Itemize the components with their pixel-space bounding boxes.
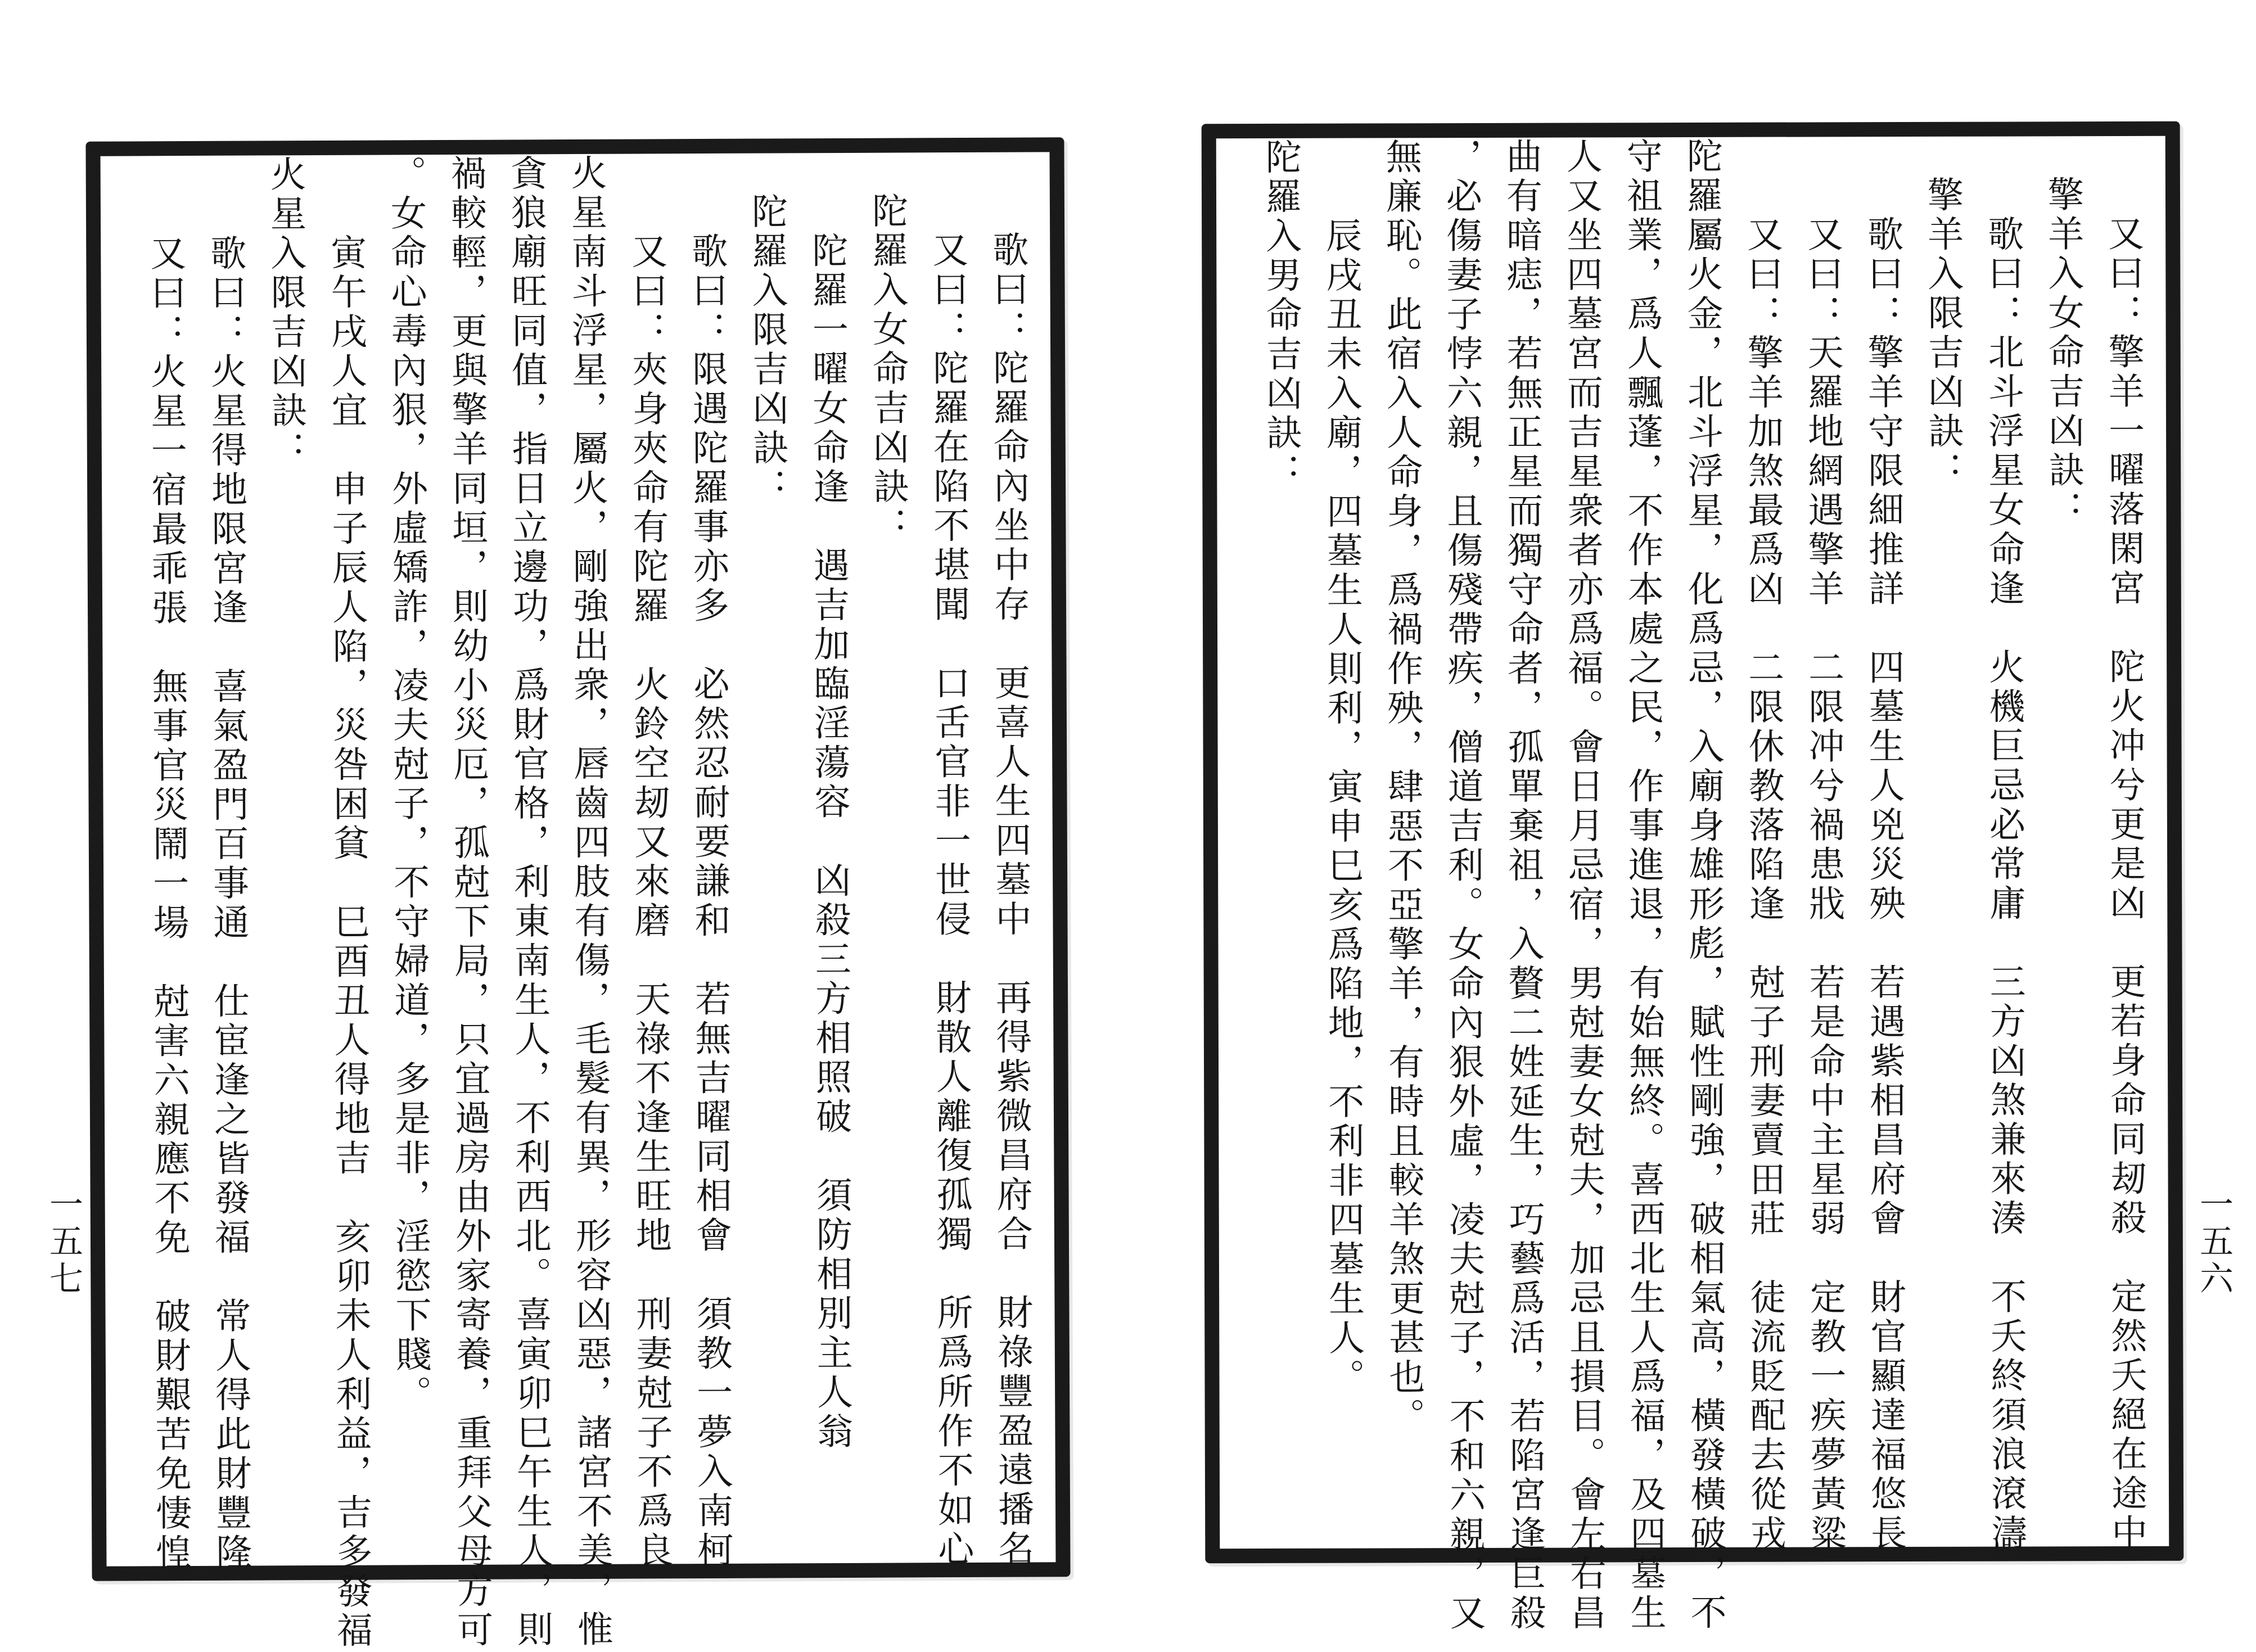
- left-col-3: 陀羅入女命吉凶訣：: [865, 152, 909, 547]
- right-col-12: ，必傷妻子悖六親，且傷殘帶疾，僧道吉利。女命內狠外虛，凌夫尅子，不和六親，又: [1440, 137, 1486, 1634]
- left-col-12: 寅午戌人宜 申子辰人陷，災咎困貧 巳酉丑人得地吉 亥卯未人利益，吉多發福: [324, 155, 373, 1651]
- right-page-number: 一五六: [2194, 1186, 2234, 1298]
- right-col-10: 人又坐四墓宮而吉星衆者亦爲福。會日月忌宿，男尅妻女尅夫，加忌且損目。會左右昌: [1560, 137, 1606, 1633]
- right-col-3: 歌曰：北斗浮星女命逢 火機巨忌必常庸 三方凶煞兼來湊 不夭終須浪滾濤: [1981, 136, 2027, 1554]
- right-col-14: 辰戌丑未入廟，四墓生人則利，寅申巳亥爲陷地，不利非四墓生人。: [1319, 138, 1365, 1398]
- left-col-4: 陀羅一曜女命逢 遇吉加臨淫蕩容 凶殺三方相照破 須防相別主人翁: [805, 152, 853, 1452]
- right-col-9: 守祖業，爲人飄蓬，不作本處之民，作事進退，有始無終。喜西北生人爲福，及四墓生: [1620, 137, 1666, 1633]
- left-col-7: 又曰：夾身夾命有陀羅 火鈴空刼又來磨 天祿不逢生旺地 刑妻尅子不爲良: [625, 154, 673, 1571]
- left-col-5: 陀羅入限吉凶訣：: [745, 153, 789, 508]
- left-col-1: 歌曰：陀羅命內坐中存 更喜人生四墓中 再得紫微昌府合 財祿豐盈遠播名: [986, 152, 1034, 1569]
- right-col-2: 擎羊入女命吉凶訣：: [2041, 136, 2084, 530]
- left-col-10: 禍較輕，更與擎羊同垣，則幼小災厄，孤尅下局，只宜過房由外家寄養，重拜父母方可: [444, 154, 493, 1650]
- right-col-5: 歌曰：擎羊守限細推詳 四墓生人兇災殃 若遇紫相昌府會 財官顯達福悠長: [1861, 137, 1907, 1554]
- left-col-9: 貪狼廟旺同值，指日立邊功，爲財官格，利東南生人，不利西北。喜寅卯巳午生人，則: [504, 154, 553, 1650]
- left-col-14: 歌曰：火星得地限宮逢 喜氣盈門百事通 仕宦逢之皆發福 常人得此財豐隆: [204, 155, 252, 1573]
- left-col-8: 火星南斗浮星，屬火，剛強出衆，唇齒四肢有傷，毛髮有異，形容凶惡，諸宮不美，惟: [565, 154, 613, 1650]
- right-col-7: 又曰：擎羊加煞最爲凶 二限休教落陷逢 尅子刑妻賣田莊 徒流貶配去從戎: [1740, 137, 1786, 1554]
- right-col-1: 又曰：擎羊一曜落閑宮 陀火冲兮更是凶 更若身命同刼殺 定然夭絕在途中: [2101, 136, 2147, 1554]
- left-col-6: 歌曰：限遇陀羅事亦多 必然忍耐要謙和 若無吉曜同相會 須教一夢入南柯: [685, 153, 733, 1571]
- left-col-15: 又曰：火星一宿最乖張 無事官災鬧一場 尅害六親應不免 破財艱苦免悽惶: [143, 156, 192, 1573]
- left-page-frame: [85, 137, 1070, 1651]
- right-col-15: 陀羅入男命吉凶訣：: [1259, 138, 1302, 493]
- right-col-4: 擎羊入限吉凶訣：: [1921, 136, 1964, 491]
- left-col-11: 。女命心毒內狠，外虛矯詐，凌夫尅子，不守婦道，多是非，淫慾下賤。: [384, 155, 432, 1415]
- right-col-6: 又曰：天羅地網遇擎羊 二限冲兮禍患戕 若是命中主星弱 定教一疾夢黃粱: [1801, 137, 1847, 1554]
- left-col-13: 火星入限吉凶訣：: [264, 155, 307, 471]
- right-col-8: 陀羅屬火金，北斗浮星，化爲忌，入廟身雄形彪，賦性剛強，破相氣高，橫發橫破，不: [1680, 137, 1726, 1633]
- right-page-frame: [1202, 121, 2184, 1634]
- left-col-2: 又曰：陀羅在陷不堪聞 口舌官非一世侵 財散人離復孤獨 所爲所作不如心: [926, 152, 974, 1570]
- right-col-11: 曲有暗痣，若無正星而獨守命者，孤單棄祖，入贅二姓延生，巧藝爲活，若陷宮逢巨殺: [1500, 137, 1546, 1633]
- left-page-number: 一五七: [44, 1186, 83, 1298]
- right-col-13: 無廉恥。此宿入人命身，爲禍作殃，肆惡不亞擎羊，有時且較羊煞更甚也。: [1379, 138, 1425, 1437]
